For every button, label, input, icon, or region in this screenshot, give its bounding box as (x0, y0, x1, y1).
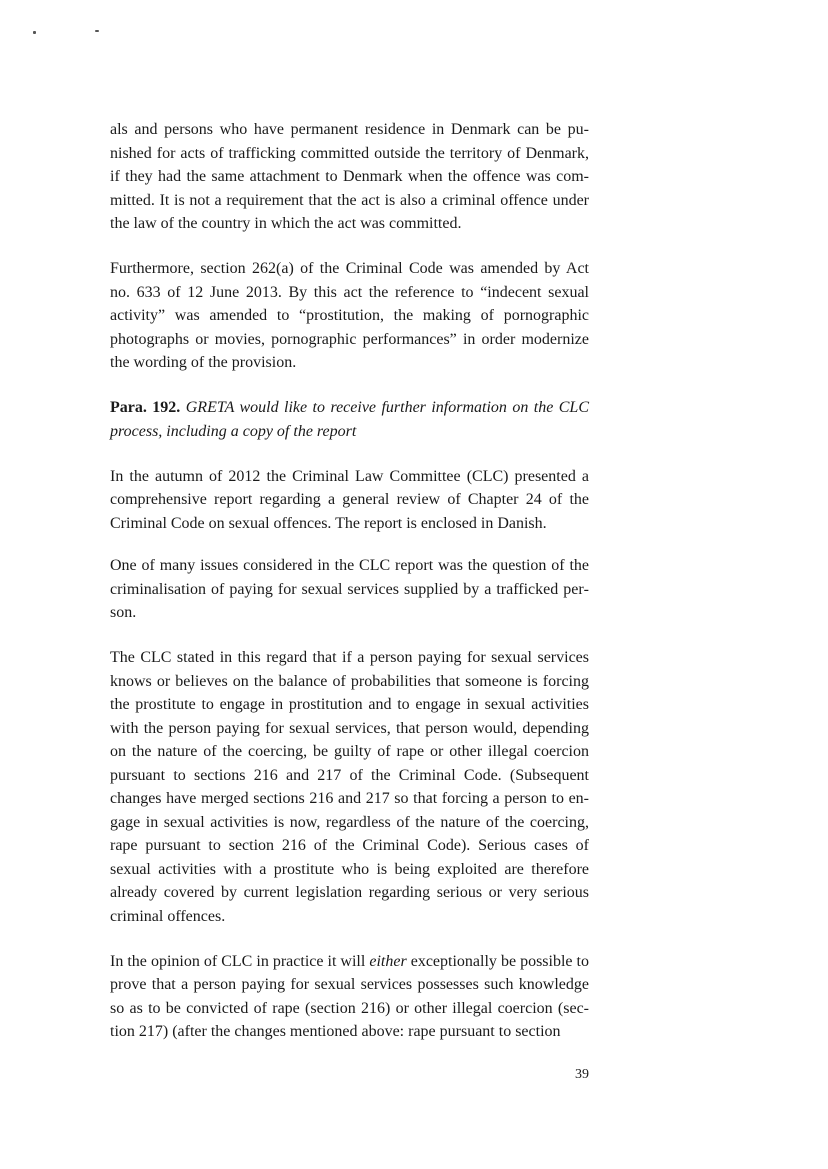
emphasis-text: either (369, 952, 407, 970)
paragraph: The CLC stated in this regard that if a person paying for sexual services knows or believes on the balance of probabilities that someone is forcing the prostitute to engage in prostitution and to engage in sexual activities with the person paying for sexual services, that person would, depending on the nature of the coercing, be guilty of rape or other illegal coercion pursuant to sections 216 and 217 of the Criminal Code. (Subsequent changes have merged sections 216 and 217 so that forcing a person to engage in sexual activities is now, regardless of the nature of the coercing, rape pursuant to section 216 of the Criminal Code). Serious cases of sexual activities with a prostitute who is being exploited are therefore already covered by current legislation regarding serious or very serious criminal offences. (110, 649, 589, 925)
paragraph: One of many issues considered in the CLC report was the question of the criminalisation of paying for sexual services supplied by a trafficked person. (110, 557, 589, 621)
para-reference-label: Para. 192. (110, 399, 181, 416)
paragraph: Furthermore, section 262(a) of the Criminal Code was amended by Act no. 633 of 12 June 2013. By this act the reference to “indecent sexual activity” was amended to “prostitution, the making of pornographic photographs or movies, pornographic performances” in order modernize the wording of the provision. (110, 260, 589, 371)
document-body (110, 118, 589, 1044)
greta-request-paragraph (110, 396, 589, 443)
paragraph (110, 950, 589, 1044)
paragraph: als and persons who have permanent residence in Denmark can be punished for acts of trafficking committed outside the territory of Denmark, if they had the same attachment to Denmark when the offence was committed. It is not a requirement that the act is also a criminal offence under the law of the country in which the act was committed. (110, 121, 589, 232)
paragraph-text: exceptionally be possible to prove that a person paying for sexual services possesses such knowledge so as to be convicted of rape (section 216) or other illegal coercion (section 217) (after the changes mentioned above: rape pursuant to section (110, 952, 589, 1040)
scan-speck (33, 31, 36, 34)
paragraph: In the autumn of 2012 the Criminal Law Committee (CLC) presented a comprehensive report regarding a general review of Chapter 24 of the Criminal Code on sexual offences. The report is enclosed in Danish. (110, 467, 589, 532)
paragraph-text: In the opinion of CLC in practice it will (110, 952, 370, 970)
greta-request-text: GRETA would like to receive further information on the CLC process, including a copy of the report (110, 399, 589, 440)
page-number: 39 (575, 1067, 589, 1082)
scan-speck (95, 30, 99, 32)
